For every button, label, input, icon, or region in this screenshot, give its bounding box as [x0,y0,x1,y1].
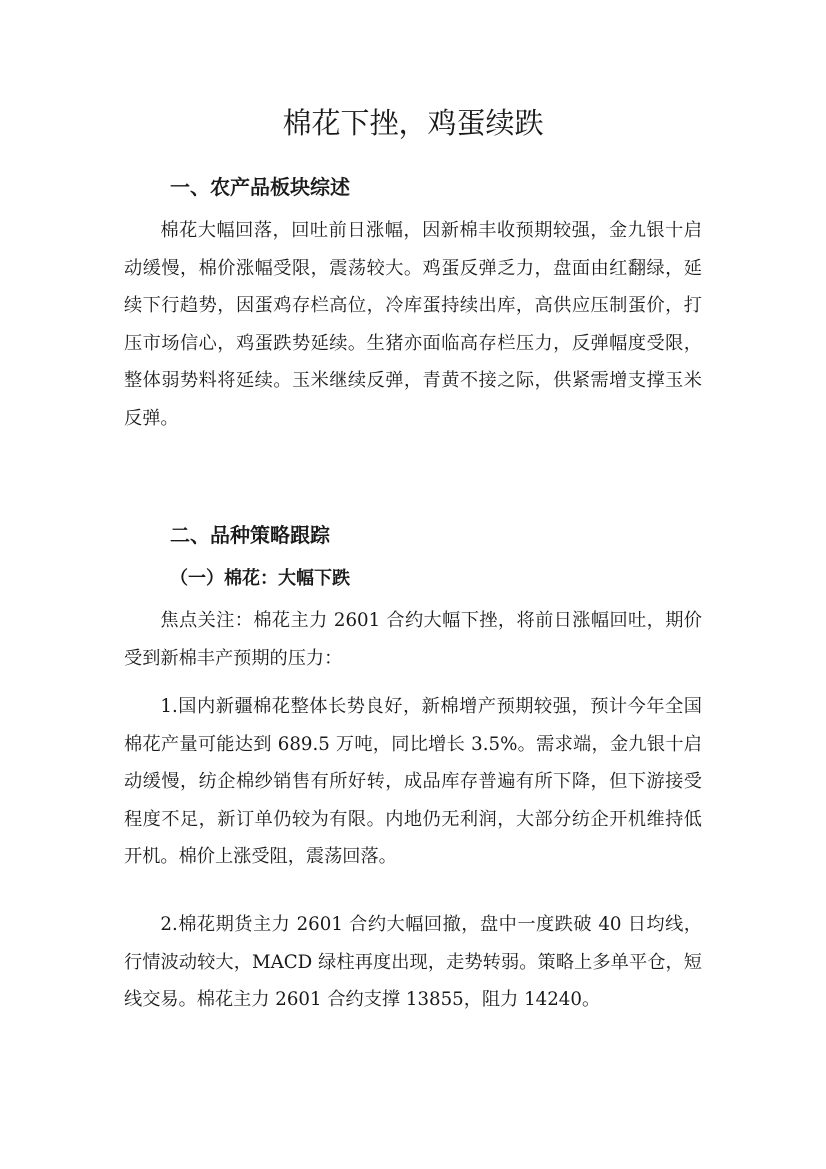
subsection-heading-cotton: （一）棉花：大幅下跌 [170,568,350,589]
document-title: 棉花下挫，鸡蛋续跌 [282,106,544,140]
section-heading-overview: 一、农产品板块综述 [170,175,350,199]
section-heading-strategy: 二、品种策略跟踪 [170,523,330,547]
overview-paragraph: 棉花大幅回落，回吐前日涨幅，因新棉丰收预期较强，金九银十启动缓慢，棉价涨幅受限，震荡较大。鸡蛋反弹乏力，盘面由红翻绿，延续下行趋势，因蛋鸡存栏高位，冷库蛋持续出库，高供应压制蛋价，打压市场信心，鸡蛋跌势延续。生猪亦面临高存栏压力，反弹幅度受限，整体弱势料将延续。玉米继续反弹，青黄不接之际，供紧需增支撑玉米反弹。 [124,220,702,429]
focus-paragraph: 焦点关注：棉花主力 2601 合约大幅下挫，将前日涨幅回吐，期价受到新棉丰产预期的压力： [124,610,702,669]
point-2-paragraph: 2.棉花期货主力 2601 合约大幅回撤，盘中一度跌破 40 日均线，行情波动较大，MACD 绿柱再度出现，走势转弱。策略上多单平仓，短线交易。棉花主力 2601 合约支撑 13855，阻力 14240。 [124,914,702,1011]
point-1-paragraph: 1.国内新疆棉花整体长势良好，新棉增产预期较强，预计今年全国棉花产量可能达到 689.5 万吨，同比增长 3.5%。需求端，金九银十启动缓慢，纺企棉纱销售有所好转，成品库存普遍有所下降，但下游接受程度不足，新订单仍较为有限。内地仍无利润，大部分纺企开机维持低开机。棉价上涨受阻，震荡回落。 [124,696,702,868]
